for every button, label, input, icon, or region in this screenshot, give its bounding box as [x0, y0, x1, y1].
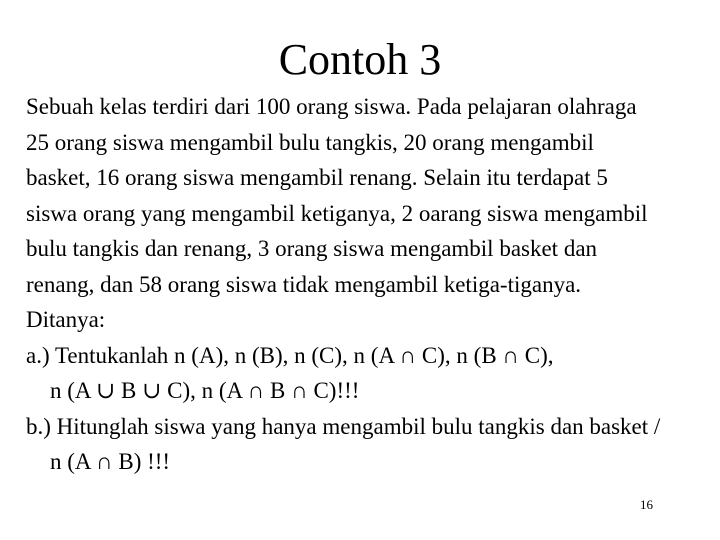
- text-line: 25 orang siswa mengambil bulu tangkis, 20 orang mengambil: [26, 129, 594, 155]
- question-b-continuation: n (A ∩ B) !!!: [50, 449, 171, 474]
- question-b: b.) Hitunglah siswa yang hanya mengambil bulu tangkis dan basket /: [26, 413, 661, 439]
- problem-text: [26, 89, 706, 480]
- question-heading: Ditanya:: [26, 307, 106, 332]
- text-line: bulu tangkis dan renang, 3 orang siswa mengambil basket dan: [26, 236, 598, 261]
- question-a: a.) Tentukanlah n (A), n (B), n (C), n (A ∩ C), n (B ∩ C),: [26, 342, 554, 368]
- text-line: renang, dan 58 orang siswa tidak mengambil ketiga-tiganya.: [26, 271, 582, 297]
- page-number: 16: [640, 497, 653, 512]
- slide-title: Contoh 3: [278, 35, 442, 84]
- text-line: basket, 16 orang siswa mengambil renang. Selain itu terdapat 5: [26, 165, 608, 190]
- text-line: Sebuah kelas terdiri dari 100 orang siswa. Pada pelajaran olahraga: [26, 94, 637, 119]
- text-line: siswa orang yang mengambil ketiganya, 2 oarang siswa mengambil: [26, 200, 648, 226]
- question-a-continuation: n (A ∪ B ∪ C), n (A ∩ B ∩ C)!!!: [50, 378, 360, 403]
